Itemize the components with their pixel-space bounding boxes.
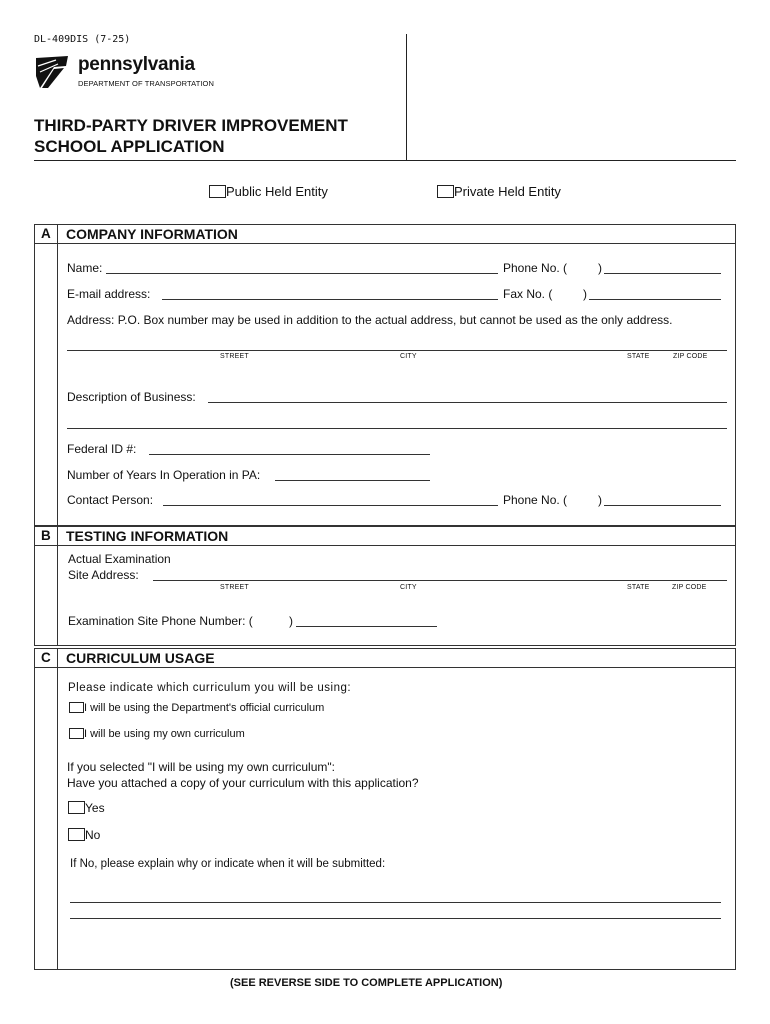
private-entity-checkbox[interactable] — [437, 185, 454, 198]
own-curriculum-label: I will be using my own curriculum — [84, 728, 245, 740]
section-c-letter: C — [41, 650, 51, 665]
header-rule — [34, 160, 736, 161]
city-label: CITY — [400, 353, 417, 360]
state-label: STATE — [627, 353, 650, 360]
company-address-field[interactable] — [67, 338, 727, 351]
description-field-line-2[interactable] — [67, 416, 727, 429]
official-curriculum-option[interactable] — [69, 702, 324, 714]
no-label: No — [85, 828, 101, 842]
site-address-label-line-1: Actual Examination — [68, 552, 171, 566]
private-entity-option[interactable] — [437, 184, 561, 199]
section-a-title: COMPANY INFORMATION — [66, 226, 238, 242]
no-checkbox[interactable] — [68, 828, 85, 841]
phone-close-paren: ) — [598, 261, 602, 275]
footer-note: (SEE REVERSE SIDE TO COMPLETE APPLICATION) — [230, 977, 503, 989]
site-street-label: STREET — [220, 584, 249, 591]
keystone-logo-icon — [34, 54, 70, 90]
site-zip-label: ZIP CODE — [672, 584, 707, 591]
section-c-box — [34, 648, 736, 970]
public-entity-checkbox[interactable] — [209, 185, 226, 198]
phone-area-code-field[interactable] — [574, 261, 598, 273]
description-label: Description of Business: — [67, 390, 196, 404]
official-curriculum-label: I will be using the Department's official curriculum — [84, 702, 325, 714]
logo-name: pennsylvania — [78, 54, 195, 75]
contact-phone-field[interactable] — [604, 493, 721, 506]
site-address-label-line-2: Site Address: — [68, 568, 139, 582]
fax-close-paren: ) — [583, 287, 587, 301]
site-phone-label: Examination Site Phone Number: ( — [68, 614, 253, 628]
email-field[interactable] — [162, 287, 498, 300]
logo-department: DEPARTMENT OF TRANSPORTATION — [78, 79, 215, 88]
name-label: Name: — [67, 261, 103, 275]
site-address-field[interactable] — [153, 568, 727, 581]
section-c-title: CURRICULUM USAGE — [66, 650, 215, 666]
site-phone-close-paren: ) — [289, 614, 293, 628]
explain-field-line-1[interactable] — [70, 890, 721, 903]
description-field[interactable] — [208, 390, 727, 403]
site-phone-field[interactable] — [296, 614, 437, 627]
yes-option[interactable] — [68, 801, 105, 815]
own-curriculum-question-line-1: If you selected "I will be using my own curriculum": — [67, 760, 335, 774]
header-divider — [406, 34, 407, 160]
no-option[interactable] — [68, 828, 100, 842]
official-curriculum-checkbox[interactable] — [69, 702, 84, 713]
zip-label: ZIP CODE — [673, 353, 708, 360]
phone-number-field[interactable] — [604, 261, 721, 274]
section-b-title: TESTING INFORMATION — [66, 528, 229, 544]
private-entity-label: Private Held Entity — [454, 184, 561, 199]
explain-field-line-2[interactable] — [70, 906, 721, 919]
name-field[interactable] — [106, 261, 498, 274]
own-curriculum-checkbox[interactable] — [69, 728, 84, 739]
site-phone-area-code-field[interactable] — [264, 614, 288, 626]
email-label: E-mail address: — [67, 287, 151, 301]
section-c-left-rule — [57, 668, 58, 970]
fax-area-code-field[interactable] — [559, 287, 583, 299]
contact-field[interactable] — [163, 493, 498, 506]
years-field[interactable] — [275, 468, 430, 481]
years-label: Number of Years In Operation in PA: — [67, 468, 261, 482]
own-curriculum-question-line-2: Have you attached a copy of your curriculum with this application? — [67, 776, 419, 790]
curriculum-prompt: Please indicate which curriculum you will be using: — [68, 682, 352, 694]
contact-phone-area-code-field[interactable] — [574, 493, 598, 505]
form-number: DL-409DIS (7-25) — [34, 34, 131, 45]
section-b-left-rule — [57, 546, 58, 646]
section-b-letter: B — [41, 528, 51, 543]
own-curriculum-option[interactable] — [69, 728, 245, 740]
public-entity-label: Public Held Entity — [226, 184, 328, 199]
contact-label: Contact Person: — [67, 493, 154, 507]
section-a-letter: A — [41, 226, 51, 241]
contact-phone-label: Phone No. ( — [503, 493, 568, 507]
section-a-left-rule — [57, 244, 58, 526]
site-city-label: CITY — [400, 584, 417, 591]
phone-label: Phone No. ( — [503, 261, 568, 275]
explain-label: If No, please explain why or indicate when it will be submitted: — [70, 858, 386, 870]
page-title — [34, 115, 348, 157]
street-label: STREET — [220, 353, 249, 360]
federal-id-label: Federal ID #: — [67, 442, 137, 456]
public-entity-option[interactable] — [209, 184, 328, 199]
yes-checkbox[interactable] — [68, 801, 85, 814]
site-state-label: STATE — [627, 584, 650, 591]
title-line-1: THIRD-PARTY DRIVER IMPROVEMENT — [34, 116, 348, 135]
contact-phone-close-paren: ) — [598, 493, 602, 507]
address-note: Address: P.O. Box number may be used in addition to the actual address, but cannot be used as the only address. — [67, 313, 673, 327]
fax-number-field[interactable] — [589, 287, 721, 300]
title-line-2: SCHOOL APPLICATION — [34, 137, 225, 156]
federal-id-field[interactable] — [149, 442, 430, 455]
yes-label: Yes — [85, 801, 105, 815]
fax-label: Fax No. ( — [503, 287, 553, 301]
